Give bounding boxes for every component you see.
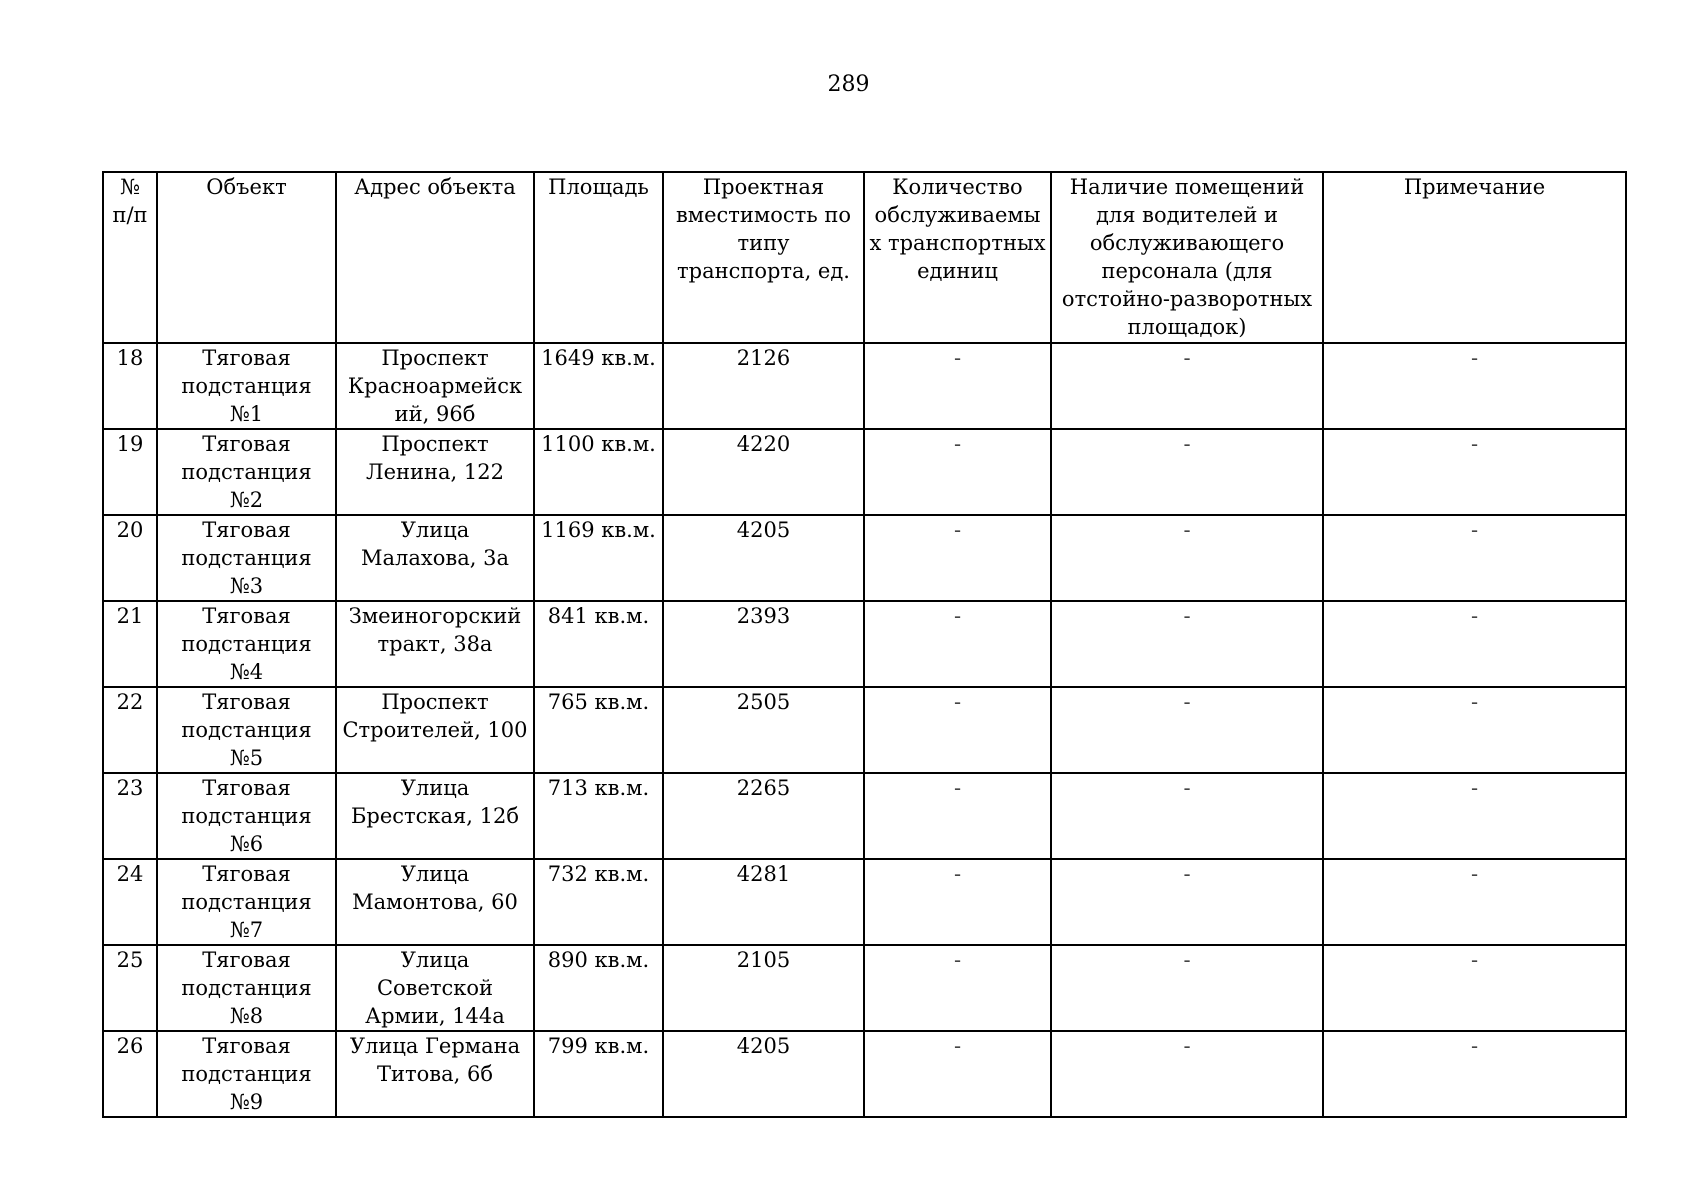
table-row xyxy=(103,429,1626,515)
table-row xyxy=(103,687,1626,773)
cell-num: 23 xyxy=(103,773,157,859)
cell-area: 732 кв.м. xyxy=(534,859,663,945)
cell-note: - xyxy=(1323,687,1626,773)
cell-capacity: 4281 xyxy=(663,859,864,945)
cell-note: - xyxy=(1323,343,1626,429)
cell-vehicles: - xyxy=(864,859,1051,945)
cell-area: 713 кв.м. xyxy=(534,773,663,859)
cell-note: - xyxy=(1323,1031,1626,1117)
header-object: Объект xyxy=(157,172,336,343)
cell-note: - xyxy=(1323,945,1626,1031)
cell-object: Тяговая подстанция №7 xyxy=(157,859,336,945)
cell-rooms: - xyxy=(1051,859,1323,945)
header-area: Площадь xyxy=(534,172,663,343)
cell-note: - xyxy=(1323,859,1626,945)
cell-vehicles: - xyxy=(864,429,1051,515)
page-number: 289 xyxy=(827,72,870,97)
header-rooms: Наличие помещений для водителей и обслуживающего персонала (для отстойно-разворотных площадок) xyxy=(1051,172,1323,343)
cell-capacity: 4205 xyxy=(663,1031,864,1117)
cell-num: 25 xyxy=(103,945,157,1031)
cell-vehicles: - xyxy=(864,515,1051,601)
cell-note: - xyxy=(1323,773,1626,859)
table-row xyxy=(103,859,1626,945)
cell-capacity: 4205 xyxy=(663,515,864,601)
cell-num: 18 xyxy=(103,343,157,429)
cell-object: Тяговая подстанция №8 xyxy=(157,945,336,1031)
cell-object: Тяговая подстанция №3 xyxy=(157,515,336,601)
cell-note: - xyxy=(1323,601,1626,687)
header-capacity: Проектная вместимость по типу транспорта, ед. xyxy=(663,172,864,343)
cell-capacity: 2505 xyxy=(663,687,864,773)
cell-rooms: - xyxy=(1051,343,1323,429)
cell-object: Тяговая подстанция №2 xyxy=(157,429,336,515)
cell-area: 890 кв.м. xyxy=(534,945,663,1031)
cell-num: 19 xyxy=(103,429,157,515)
cell-object: Тяговая подстанция №1 xyxy=(157,343,336,429)
cell-address: Улица Советской Армии, 144а xyxy=(336,945,534,1031)
cell-num: 20 xyxy=(103,515,157,601)
cell-vehicles: - xyxy=(864,945,1051,1031)
header-note: Примечание xyxy=(1323,172,1626,343)
cell-note: - xyxy=(1323,429,1626,515)
cell-object: Тяговая подстанция №5 xyxy=(157,687,336,773)
cell-address: Улица Малахова, 3а xyxy=(336,515,534,601)
cell-rooms: - xyxy=(1051,1031,1323,1117)
cell-capacity: 2126 xyxy=(663,343,864,429)
cell-num: 24 xyxy=(103,859,157,945)
cell-num: 22 xyxy=(103,687,157,773)
cell-object: Тяговая подстанция №6 xyxy=(157,773,336,859)
cell-rooms: - xyxy=(1051,945,1323,1031)
cell-address: Проспект Строителей, 100 xyxy=(336,687,534,773)
cell-rooms: - xyxy=(1051,773,1323,859)
cell-area: 1649 кв.м. xyxy=(534,343,663,429)
table-row xyxy=(103,773,1626,859)
cell-capacity: 2105 xyxy=(663,945,864,1031)
cell-num: 21 xyxy=(103,601,157,687)
cell-object: Тяговая подстанция №4 xyxy=(157,601,336,687)
transport-objects-table xyxy=(102,171,1627,1118)
cell-note: - xyxy=(1323,515,1626,601)
cell-capacity: 4220 xyxy=(663,429,864,515)
cell-num: 26 xyxy=(103,1031,157,1117)
table-row xyxy=(103,515,1626,601)
header-num: № п/п xyxy=(103,172,157,343)
cell-vehicles: - xyxy=(864,601,1051,687)
table-row xyxy=(103,601,1626,687)
table-row xyxy=(103,945,1626,1031)
cell-area: 765 кв.м. xyxy=(534,687,663,773)
header-address: Адрес объекта xyxy=(336,172,534,343)
cell-area: 1169 кв.м. xyxy=(534,515,663,601)
cell-rooms: - xyxy=(1051,515,1323,601)
cell-vehicles: - xyxy=(864,343,1051,429)
cell-address: Проспект Ленина, 122 xyxy=(336,429,534,515)
cell-rooms: - xyxy=(1051,601,1323,687)
cell-capacity: 2265 xyxy=(663,773,864,859)
cell-address: Улица Мамонтова, 60 xyxy=(336,859,534,945)
table-header-row xyxy=(103,172,1626,343)
table-row xyxy=(103,343,1626,429)
cell-vehicles: - xyxy=(864,773,1051,859)
cell-object: Тяговая подстанция №9 xyxy=(157,1031,336,1117)
cell-rooms: - xyxy=(1051,687,1323,773)
cell-address: Змеиногорский тракт, 38а xyxy=(336,601,534,687)
cell-area: 841 кв.м. xyxy=(534,601,663,687)
table-row xyxy=(103,1031,1626,1117)
cell-address: Улица Германа Титова, 6б xyxy=(336,1031,534,1117)
header-vehicles: Количество обслуживаемых транспортных единиц xyxy=(864,172,1051,343)
cell-capacity: 2393 xyxy=(663,601,864,687)
cell-area: 1100 кв.м. xyxy=(534,429,663,515)
cell-vehicles: - xyxy=(864,1031,1051,1117)
cell-area: 799 кв.м. xyxy=(534,1031,663,1117)
cell-rooms: - xyxy=(1051,429,1323,515)
cell-address: Улица Брестская, 12б xyxy=(336,773,534,859)
cell-vehicles: - xyxy=(864,687,1051,773)
cell-address: Проспект Красноармейский, 96б xyxy=(336,343,534,429)
